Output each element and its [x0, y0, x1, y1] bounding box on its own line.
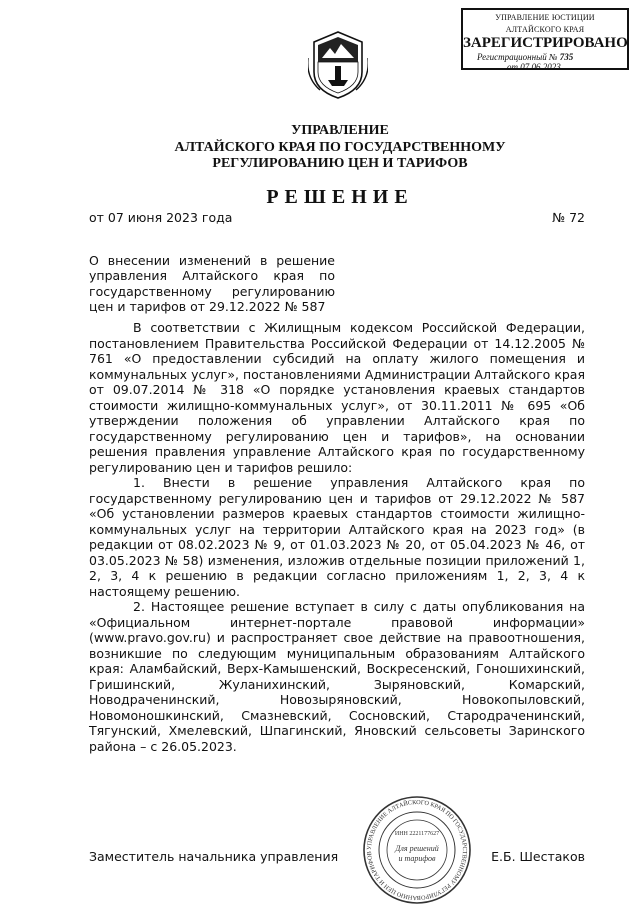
document-subject: О внесении изменений в решение управления Алтайского края по государственному регулированию цен и тарифов от 29.12.2022 № 587 — [89, 253, 335, 314]
document-number: № 72 — [552, 210, 585, 225]
stamp-authority-line1: УПРАВЛЕНИЕ ЮСТИЦИИ — [495, 13, 595, 22]
stamp-date-prefix: от — [507, 62, 518, 72]
document-date: от 07 июня 2023 года — [89, 210, 233, 225]
body-item-1: 1. Внести в решение управления Алтайского края по государственному регулированию цен и тарифов от 29.12.2022 № 587 «Об установлении размеров краевых стандартов стоимости жилищно-коммунальных услуг на территории Алтайского края на 2023 год» (в редакции от 08.02.2023 № 9, от 01.03.2023 № 20, от 05.04.2023 № 46, от 03.05.2023 № 58) изменения, изложив отдельные позиции приложений 1, 2, 3, 4 к решению в редакции согласно приложениям 1, 2, 3, 4 к настоящему решению. — [89, 475, 585, 599]
seal-ring-text: УПРАВЛЕНИЕ АЛТАЙСКОГО КРАЯ ПО ГОСУДАРСТВЕННОМУ РЕГУЛИРОВАНИЮ ЦЕН И ТАРИФОВ — [365, 798, 469, 902]
stamp-reg-label: Регистрационный № — [477, 52, 558, 62]
org-line-2: АЛТАЙСКОГО КРАЯ ПО ГОСУДАРСТВЕННОМУ — [174, 139, 506, 155]
date-number-line — [89, 210, 585, 225]
stamp-authority-line2: АЛТАЙСКОГО КРАЯ — [505, 25, 585, 34]
stamp-registration — [463, 52, 627, 62]
seal-center-line2: и тарифов — [398, 854, 436, 863]
document-body — [89, 320, 585, 754]
signature-block — [89, 849, 585, 864]
stamp-reg-number: 735 — [559, 52, 574, 62]
stamp-date-line — [463, 62, 627, 72]
stamp-date: 07.06.2023 — [520, 62, 561, 72]
signer-position: Заместитель начальника управления — [89, 849, 339, 864]
seal-center-line1: Для решений — [395, 844, 439, 853]
signer-name: Е.Б. Шестаков — [491, 849, 585, 864]
stamp-status: ЗАРЕГИСТРИРОВАНО — [463, 35, 628, 51]
org-line-3: РЕГУЛИРОВАНИЮ ЦЕН И ТАРИФОВ — [212, 156, 468, 171]
registration-stamp — [461, 8, 629, 70]
seal-inn: ИНН 2221177627 — [394, 831, 440, 837]
document-type-title: РЕШЕНИЕ — [266, 186, 414, 208]
org-line-1: УПРАВЛЕНИЕ — [291, 123, 389, 138]
coat-of-arms-icon — [308, 28, 368, 100]
organization-heading — [140, 123, 540, 173]
body-intro-paragraph: В соответствии с Жилищным кодексом Российской Федерации, постановлением Правительства Российской Федерации от 14.12.2005 № 761 «О предоставлении субсидий на оплату жилого помещения и коммунальных услуг», постановлениями Администрации Алтайского края от 09.07.2014 № 318 «О порядке установления краевых стандартов стоимости жилищно-коммунальных услуг», от 30.11.2011 № 695 «Об утверждении положения об управлении Алтайского края по государственному регулированию цен и тарифов», на основании решения правления управление Алтайского края по государственному регулированию цен и тарифов решило: — [89, 320, 585, 475]
body-item-2: 2. Настоящее решение вступает в силу с даты опубликования на «Официальном интернет-портале правовой информации» (www.pravo.gov.ru) и распространяет свое действие на правоотношения, возникшие по следующим муниципальным образованиям Алтайского края: Аламбайский, Верх-Камышенский, Воскресенский, Гоношихинский, Гришинский, Жуланихинский, Зыряновский, Комарский, Новодраченинский, Новозыряновский, Новокопыловский, Новомоношкинский, Смазневский, Сосновский, Стародраченинский, Тягунский, Хмелевский, Шпагинский, Яновский сельсоветы Заринского района – с 26.05.2023. — [89, 599, 585, 754]
